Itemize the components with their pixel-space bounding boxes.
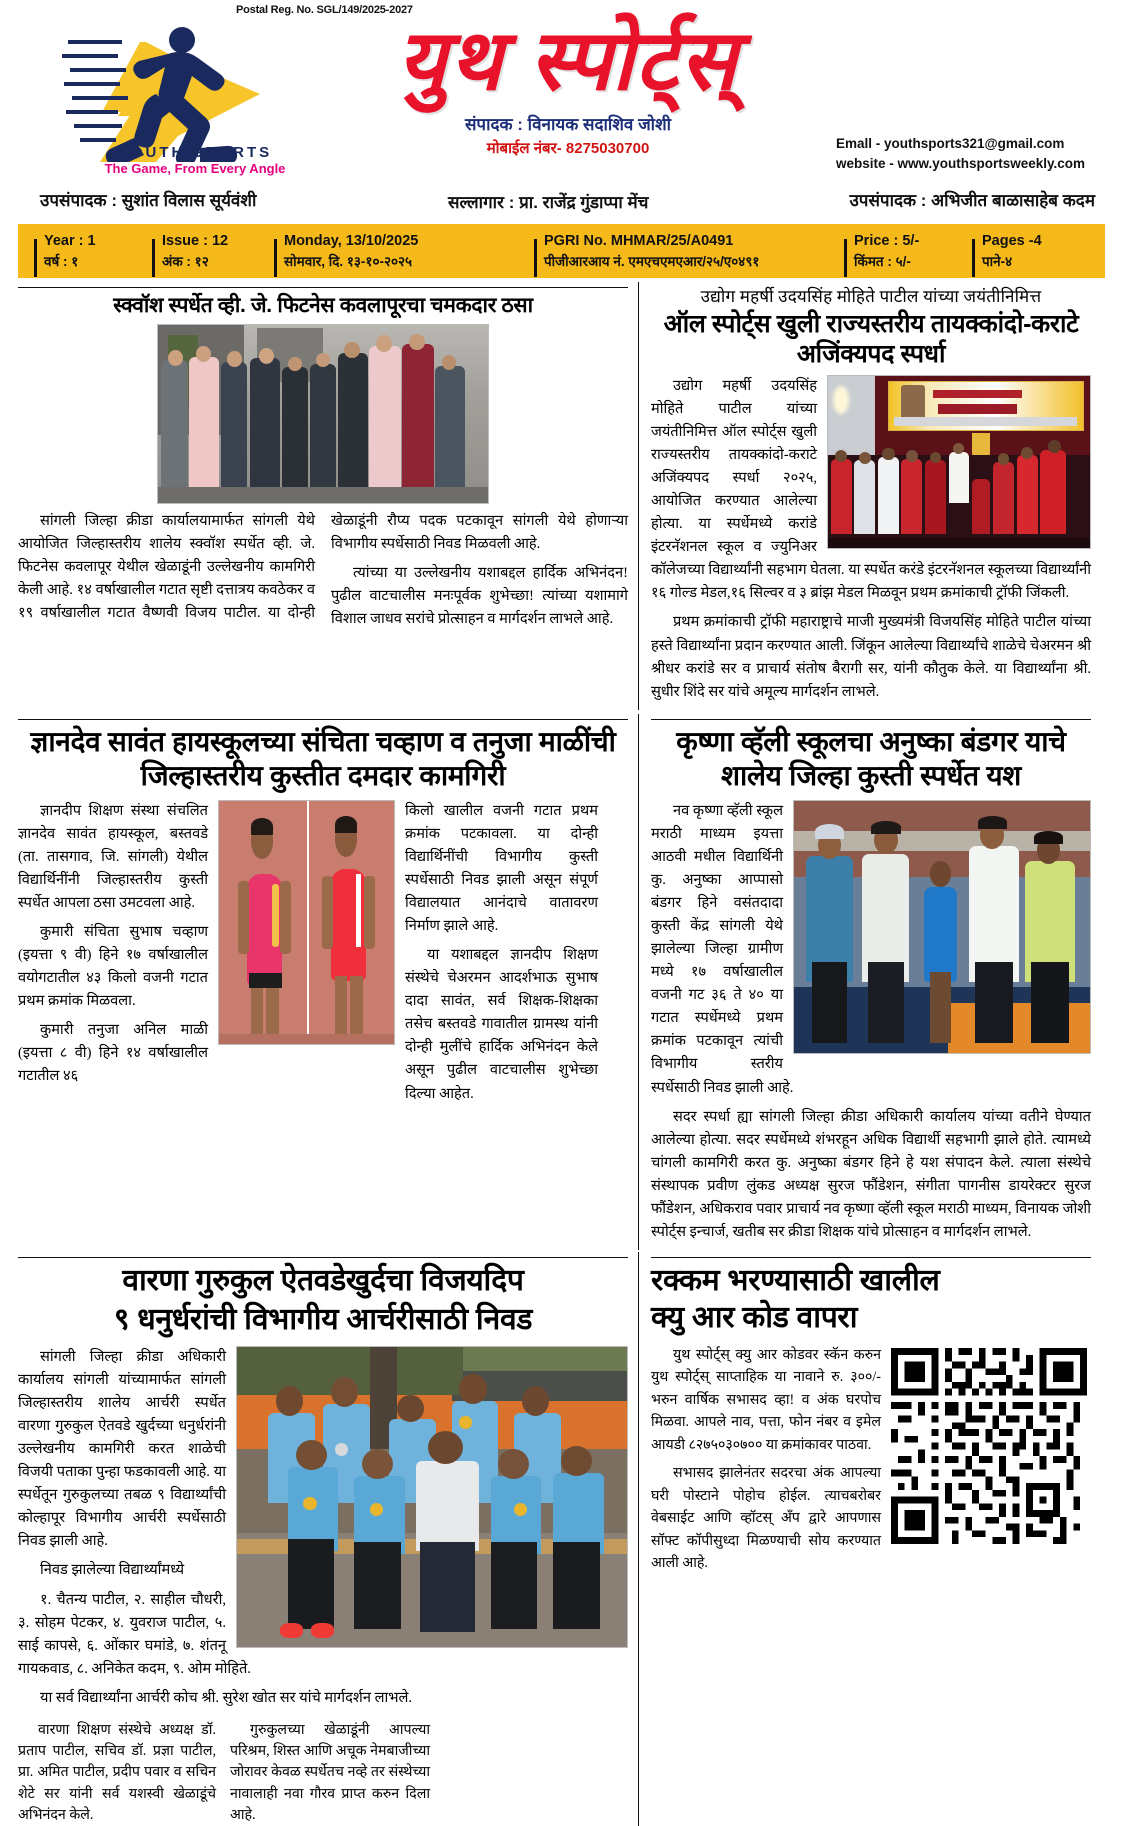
info-pages-mr: पाने-४ [982, 253, 1013, 269]
paragraph: १. चैतन्य पाटील, २. साहील चौधरी, ३. सोहम पेटकर, ४. युवराज पाटील, ५. साई कापसे, ६. ओंकार घमांडे, ७. शंतनू गायकवाड, ८. अनिकेत कदम, ९. ओम मोहिते. [18, 1591, 251, 1677]
info-pages-en: Pages -4 [982, 232, 1042, 249]
sub-editor-row [18, 188, 1105, 218]
qr-svg [891, 1348, 1087, 1544]
masthead [18, 13, 1105, 188]
qr-headline-2: क्यु आर कोड वापरा [651, 1301, 858, 1335]
postal-registration: Postal Reg. No. SGL/149/2025-2027 [236, 4, 413, 16]
paragraph: युथ स्पोर्ट्स् क्यु आर कोडवर स्कॅन करुन युथ स्पोर्ट्स् साप्ताहिक या नावाने रु. ३००/- भरुन वार्षिक सभासद व्हा! व अंक घरपोच मिळवा. आपले नाव, पत्ता, फोन नंबर व इमेल आयडी ८२७५०३०७०० या क्रमांकावर पाठवा. [651, 1347, 881, 1453]
archery-caption-left-text: वारणा शिक्षण संस्थेचे अध्यक्ष डॉ. प्रताप पाटील, सचिव डॉ. प्रज्ञा पाटील, प्रा. अमित पाटील, प्रदीप पवार व सचिन शेटे सर यांनी सर्व यशस्वी खेळाडूंचे अभिनंदन केले. [18, 1721, 216, 1823]
info-price [844, 233, 972, 270]
sub-editor-left: उपसंपादक : सुशांत विलास सूर्यवंशी [40, 191, 257, 210]
paragraph: प्रथम क्रमांकाची ट्रॉफी महाराष्ट्राचे माजी मुख्यमंत्री विजयसिंह मोहिते पाटील यांच्या हस्ते विद्यार्थ्यांना प्रदान करण्यात आली. जिंकून आलेल्या विद्यार्थ्यांचे शाळेचे चेअरमन श्री श्रीधर करांडे सर व प्राचार्य संतोष बैरागी सर, यांनी कौतुक केले. या विद्यार्थ्यांना श्री. सुधीर शिंदे सर यांचे अमूल्य मार्गदर्शन लाभले. [651, 614, 1091, 700]
paragraph: किलो खालील वजनी गटात प्रथम क्रमांक पटकावला. या दोन्ही विद्यार्थिनींची विभागीय कुस्ती स्पर्धेसाठी निवड झाली असून संपूर्ण विद्यालयात आनंदाचे वातावरण निर्माण झाले आहे. [405, 802, 598, 935]
payment-qr-code[interactable] [891, 1348, 1087, 1544]
info-year-en: Year : 1 [44, 232, 96, 249]
article-wrestling-anushka [638, 714, 1091, 1250]
paragraph: उद्योग महर्षी उदयसिंह मोहिते पाटील यांच्या जयंतीनिमित्त ऑल स्पोर्ट्स खुली राज्यस्तरीय तायक्कांदो-कराटे अजिंक्यपद स्पर्धा २०२५, आयोजित करण्यात आलेल्या होत्या. या स्पर्धेमध्ये करांडे इंटरनॅशनल स्कूल व ज्युनिअर कॉलेजच्या विद्यार्थ्यांनी सहभाग घेतला. या स्पर्धेत करंडे इंटरनॅशनल स्कूलच्या विद्यार्थ्यांनी १६ गोल्ड मेडल,१६ सिल्वर व ३ ब्रांझ मेडल मिळवून प्रथम क्रमांकाची ट्रॉफी जिंकली. [651, 378, 1091, 602]
paragraph: कुमारी संचिता सुभाष चव्हाण (इयत्ता ९ वी) हिने १७ वर्षाखालील वयोगटातील ४३ किलो वजनी गटात प्रथम क्रमांक मिळवला. [18, 924, 208, 1010]
paragraph: सदर स्पर्धा ह्या सांगली जिल्हा क्रीडा अधिकारी कार्यालय यांच्या वतीने घेण्यात आलेल्या होत्या. सदर स्पर्धेमध्ये शंभरहून अधिक विद्यार्थी सहभागी झाले होते. त्यामध्ये चांगली कामगिरी करत कु. अनुष्का बंडगर हिने हे यश संपादन केले. त्याला संस्थेचे संस्थापक प्रवीण लुंकड अध्यक्ष सुरज फौंडेशन, संगीता पागनीस डायरेक्टर सुरज फौंडेशन, अधिकराव पवार प्राचार्य नव कृष्णा व्हॅली स्कूल मराठी माध्यम, विनायक जोशी स्पोर्ट्स इन्चार्ज, खतीब सर क्रीडा शिक्षक यांचे प्रोत्साहन व मार्गदर्शन लाभले. [651, 1108, 1091, 1240]
paragraph: सभासद झालेनंतर सदरचा अंक आपल्या घरी पोस्टाने पोहोच होईल. त्याचबरोबर वेबसाईट आणि व्हॉटस् अँप द्वारे आपणास सॉफ्ट कॉपीसुध्दा मिळण्याची सोय करण्यात आली आहे. [651, 1465, 881, 1571]
paragraph: निवड झालेल्या विद्यार्थ्यांमध्ये [40, 1562, 185, 1579]
info-date-en: Monday, 13/10/2025 [284, 232, 419, 249]
editor-line: संपादक : विनायक सदाशिव जोशी [464, 115, 672, 134]
info-pgri [534, 233, 844, 270]
info-pgri-mr: पीजीआरआय नं. एमएचएमएआर/२५/ए०४९१ [544, 253, 760, 269]
mobile-line: मोबाईल नंबर- 8275030700 [486, 140, 650, 157]
article-archery-headline-2: ९ धनुर्धरांची विभागीय आर्चरीसाठी निवड [113, 1303, 533, 1337]
paragraph: त्यांच्या या उल्लेखनीय यशाबद्दल हार्दिक अभिनंदन! पुढील वाटचालीस मनःपूर्वक शुभेच्छा! त्यांच्या यशामागे विशाल जाधव सरांचे प्रोत्साहन व मार्गदर्शन लाभले आहे. [331, 564, 628, 627]
qr-headline-1: रक्कम भरण्यासाठी खालील [651, 1263, 940, 1297]
website-line: website - www.youthsportsweekly.com [835, 156, 1085, 172]
info-issue [152, 233, 274, 270]
info-year [34, 233, 152, 270]
divider [18, 1257, 628, 1258]
info-price-mr: किंमत : ५/- [854, 253, 911, 269]
article-karate [638, 282, 1091, 710]
paragraph: ज्ञानदीप शिक्षण संस्था संचलित ज्ञानदेव सावंत हायस्कूल, बस्तवडे (ता. तासगाव, जि. सांगली) येथील विद्यार्थिनींनी जिल्हास्तरीय कुस्ती स्पर्धेत आपला ठसा उमटवला आहे. [18, 802, 208, 912]
karate-group-photo [827, 375, 1091, 549]
article-karate-headline: ऑल स्पोर्ट्स खुली राज्यस्तरीय तायक्कांदो-कराटे अजिंक्यपद स्पर्धा [663, 310, 1079, 368]
article-squash-headline: स्क्वॉश स्पर्धेत व्ही. जे. फिटनेस कवलापूरचा चमकदार ठसा [113, 294, 533, 317]
article-qr-payment [638, 1252, 1091, 1826]
logo-wordmark [60, 144, 330, 176]
article-archery-headline-1: वारणा गुरुकुल ऐतवडेखुर्दचा विजयदिप [122, 1263, 524, 1297]
info-issue-en: Issue : 12 [162, 232, 229, 249]
running-man-logo-icon [60, 20, 330, 162]
paragraph: या यशाबद्दल ज्ञानदीप शिक्षण संस्थेचे चेअरमन आदर्शभाऊ सुभाष दादा सावंत, सर्व शिक्षक-शिक्षका तसेच बस्तवडे गावातील ग्रामस्थ यांनी दोन्ही मुलींचे हार्दिक अभिनंदन केले असून पुढील वाटचालीस शुभेच्छा दिल्या आहेत. [405, 947, 598, 1102]
info-price-en: Price : 5/- [854, 232, 920, 249]
qr-code-image[interactable] [891, 1348, 1087, 1544]
info-date [274, 233, 534, 270]
divider [651, 1257, 1091, 1258]
row-3 [18, 1252, 1105, 1826]
archery-caption-left [18, 1720, 216, 1826]
contact-block [836, 134, 1085, 175]
article-archery [18, 1252, 638, 1826]
paragraph: सांगली जिल्हा क्रीडा अधिकारी कार्यालय सांगली यांच्यामार्फत सांगली जिल्हास्तरीय शालेय आर्चरी स्पर्धेत वारणा गुरुकुल ऐतवडे खुर्दच्या धनुर्धरांनी उल्लेखनीय कामगिरी करत शाळेची विजयी पताका पुन्हा फडकावली आहे. या स्पर्धेतून गुरुकुलच्या तबळ ९ विद्यार्थ्यांची कोल्हापूर विभागीय आर्चरी स्पर्धेसाठी निवड झाली आहे. [18, 1349, 226, 1550]
content-area [18, 282, 1105, 1826]
newspaper-logo [60, 20, 330, 175]
article-wrestling-girls-headline: ज्ञानदेव सावंत हायस्कूलच्या संचिता चव्हाण व तनुजा माळींची जिल्हास्तरीय कुस्तीत दमदार कामगिरी [30, 725, 616, 791]
archery-team-photo [236, 1346, 628, 1648]
info-year-mr: वर्ष : १ [44, 253, 79, 269]
squash-team-photo [157, 324, 489, 504]
advisor-label: सल्लागार : प्रा. राजेंद्र गुंडाप्पा मेंच [448, 193, 649, 212]
info-pgri-en: PGRI No. MHMAR/25/A0491 [544, 232, 734, 249]
paragraph: नव कृष्णा व्हॅली स्कूल मराठी माध्यम इयत्ता आठवी मधील विद्यार्थिनी कु. अनुष्का आप्पासो बंडगर हिने वसंतदादा कुस्ती केंद्र सांगली येथे झालेल्या जिल्हा ग्रामीण मध्ये १७ वर्षाखालील वजनी गट ३६ ते ४० या गटात स्पर्धेमध्ये प्रथम क्रमांक पटकावून त्यांची विभागीय स्तरीय स्पर्धेसाठी निवड झाली आहे. [651, 802, 794, 1096]
row-2 [18, 714, 1105, 1250]
archery-caption-right [230, 1720, 430, 1826]
article-squash [18, 282, 638, 710]
sub-editor-right: उपसंपादक : अभिजीत बाळासाहेब कदम [849, 191, 1095, 210]
wrestler-girls-photo [218, 800, 395, 1045]
paragraph: या सर्व विद्यार्थ्यांना आर्चरी कोच श्री. सुरेश खोत सर यांचे मार्गदर्शन लाभले. [40, 1689, 413, 1706]
info-date-mr: सोमवार, दि. १३-१०-२०२५ [284, 253, 413, 269]
page-title: युथ स्पोर्ट्स् [397, 13, 739, 107]
article-wrestling-girls [18, 714, 638, 1250]
divider [651, 719, 1091, 720]
article-karate-kicker: उद्योग महर्षी उदयसिंह मोहिते पाटील यांच्या जयंतीनिमित्त [700, 287, 1042, 306]
archery-caption-right-text: गुरुकुलच्या खेळाडूंनी आपल्या परिश्रम, शिस्त आणि अचूक नेमबाजीच्या जोरावर केवळ स्पर्धेतच नव्हे तर संस्थेच्या नावालाही नवा गौरव प्राप्त करुन दिला आहे. [230, 1721, 430, 1823]
paragraph: कुमारी तनुजा अनिल माळी (इयत्ता ८ वी) हिने १४ वर्षाखालील गटातील ४६ [18, 1022, 208, 1085]
row-1 [18, 282, 1105, 710]
divider [18, 719, 628, 720]
logo-name: YOUTH SPORTS [117, 144, 273, 161]
wrestling-officials-photo [793, 800, 1091, 1054]
paragraph: सांगली जिल्हा क्रीडा कार्यालयामार्फत सांगली येथे आयोजित जिल्हास्तरीय शालेय स्क्वॉश स्पर्धेत व्ही. जे. फिटनेस कवलापूर येथील खेळाडूंनी उल्लेखनीय कामगिरी केली आहे. १४ वर्षाखालील गटात सृष्टी दत्तात्रय कवठेकर व १९ वर्षाखालील गटात वैष्णवी विजय पाटील. या दोन्ही खेळाडूंनी रौप्य पदक पटकावून सांगली येथे होणाऱ्या विभागीय स्पर्धेसाठी निवड मिळवली आहे. [18, 512, 628, 621]
info-issue-mr: अंक : १२ [162, 253, 209, 269]
info-pages [972, 233, 1082, 270]
logo-tagline: The Game, From Every Angle [104, 161, 286, 176]
article-squash-body [18, 510, 628, 631]
divider [18, 287, 628, 288]
email-line: Emall - youthsports321@gmail.com [835, 136, 1065, 151]
issue-info-bar [18, 224, 1105, 278]
title-block [318, 13, 818, 158]
article-wrestling-anushka-headline: कृष्णा व्हॅली स्कूलचा अनुष्का बंडगर याचे शालेय जिल्हा कुस्ती स्पर्धेत यश [676, 725, 1066, 791]
